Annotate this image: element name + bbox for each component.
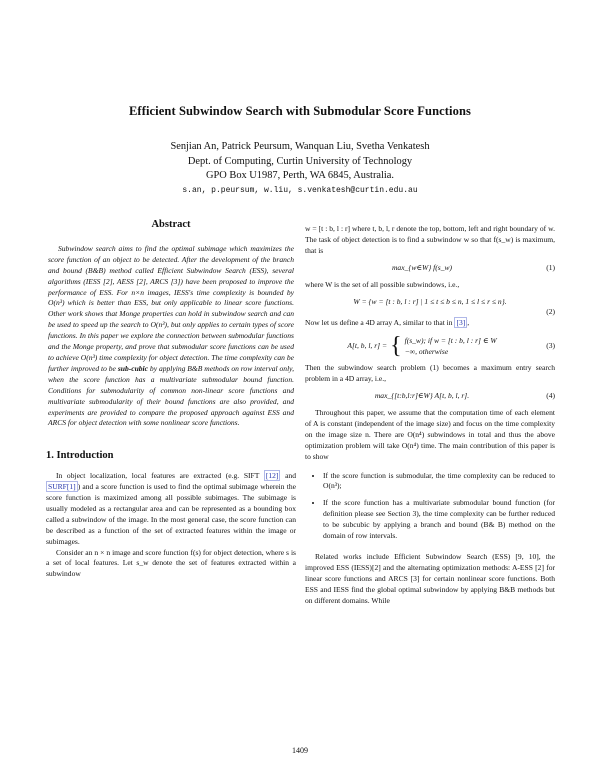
right-column xyxy=(305,224,555,606)
intro-p1-c: ) and a score function is used to find the optimal subimage wherein the score function is maximized among all possible subimages. The subimage is usually modeled as a rectangular area and can be represented as a bounding box called a subwindow of the image. In the most general case, the score function can be described as a function of the set of extracted features within the image or subimages. xyxy=(46,482,296,546)
equation-3-case-group xyxy=(347,333,497,360)
right-p3-a: Now let us define a 4D array A, similar to that in xyxy=(305,318,455,328)
intro-paragraph-1 xyxy=(46,471,296,547)
intro-p1-a: In object localization, local features are extracted (e.g. SIFT xyxy=(56,471,264,481)
equation-2: W = {w = [t : b, l : r] | 1 ≤ t ≤ b ≤ n, 1 ≤ l ≤ r ≤ n}. xyxy=(353,296,507,306)
contribution-item-2: • If the score function has a multivariate submodular bound function (for definition please see Section 3), the time complexity can be further reduced to be subcubic by applying a branch and bound (B& B) method on the domain of row intervals. xyxy=(323,498,555,542)
citation-link-3[interactable]: [3] xyxy=(456,318,466,328)
right-paragraph-3 xyxy=(305,318,555,329)
section-heading-introduction: 1. Introduction xyxy=(46,450,114,462)
equation-3-number: (3) xyxy=(546,340,555,350)
equation-3 xyxy=(305,333,555,360)
affiliation: Dept. of Computing, Curtin University of Technology xyxy=(187,155,413,167)
right-paragraph-1: w = [t : b, l : r] where t, b, l, r denote the top, bottom, left and right boundary of w. The task of object detection is to find a subwindow w so that f(s_w) is maximum, that is xyxy=(305,224,555,255)
equation-4-body: max_{[t:b,l:r]∈W} A[t, b, l, r]. xyxy=(374,391,470,401)
intro-p1-b: and xyxy=(280,471,296,481)
equation-4 xyxy=(305,391,555,402)
contribution-item-1: • If the score function is submodular, the time complexity can be reduced to O(n³); xyxy=(323,471,555,493)
equation-3-cases xyxy=(405,335,497,357)
right-p3-b: , xyxy=(467,318,470,328)
equation-3-body xyxy=(305,333,539,360)
citation-link-surf[interactable]: SURF[1] xyxy=(48,482,76,492)
intro-paragraph-2: Consider an n × n image and score function f(s) for object detection, where s is a set of local features. Let s_w denote the set of features extracted within a subwindow xyxy=(46,547,296,579)
right-paragraph-2: where W is the set of all possible subwindows, i.e., xyxy=(305,279,460,289)
equation-3-lhs: A[t, b, l, r] = xyxy=(347,340,388,350)
abstract-bold: sub-cubic xyxy=(117,363,149,373)
citation-link-12[interactable]: [12] xyxy=(265,471,279,481)
equation-1 xyxy=(305,263,555,274)
right-paragraph-4: Then the subwindow search problem (1) becomes a maximum entry search problem in a 4D array, i.e., xyxy=(305,363,555,384)
equation-3-case-2: −∞, otherwise xyxy=(404,347,449,357)
equation-1-number: (1) xyxy=(546,262,555,272)
abstract-text xyxy=(46,244,296,429)
abstract-heading: Abstract xyxy=(151,219,191,230)
equation-1-body: max_{w∈W} f(s_w) xyxy=(391,262,453,272)
right-paragraph-6: Related works include Efficient Subwindow Search (ESS) [9, 10], the improved ESS (IESS)[2] and the alternating optimization methods: A-ESS [2] for linear score functions and ARCS [3] for certain nonlinear score functions. Both ESS and IESS find the global optimal subwindow by applying B&B methods but on different domains. While xyxy=(305,551,555,605)
brace-glyph: { xyxy=(390,333,402,360)
equation-4-number: (4) xyxy=(546,391,555,401)
address: GPO Box U1987, Perth, WA 6845, Australia. xyxy=(206,170,394,181)
page-number: 1409 xyxy=(292,746,308,755)
abstract-part-2: by applying B&B methods on row interval only, when the score function has a multivariate submodular bound function. Conditions for submodularity of common non-linear score functions and multivariate submodularity of their bound functions are also provided, and experiments are provided to compare the proposed approach against ESS and ARCS for object detection with some nonlinear score functions. xyxy=(48,363,294,428)
abstract-part-1: Subwindow search aims to find the optimal subimage which maximizes the score function of an object to be detected. After the development of the branch and bound (B&B) method called Efficient Subwindow Search (ESS), several algorithms (IESS [2], AESS [2], ARCS [3]) have been proposed to improve the performance of ESS. For n×n images, IESS's time complexity is bounded by O(n³) which is better than ESS, but only applicable to linear score functions. Other work shows that Monge properties can hold in subwindow search and can be used to speed up the search to O(n³), but only applies to certain types of score functions. In this paper we explore the connection between submodular functions and the Monge property, and prove that submodular score functions can be used to achieve O(n³) time complexity for object detection. The time complexity can be further improved to be xyxy=(48,243,294,373)
right-paragraph-5: Throughout this paper, we assume that the computation time of each element of A is constant (independent of the image size) and focus on the time complexity on the image size n. There are O(n⁴) subwindows in total and thus the above optimization problem will take O(n⁴) time. The main contribution of this paper is to show xyxy=(305,407,555,461)
left-column xyxy=(46,220,296,580)
paper-title: Efficient Subwindow Search with Submodular Score Functions xyxy=(129,104,471,118)
contribution-list xyxy=(305,471,555,542)
emails: s.an, p.peursum, w.liu, s.venkatesh@curtin.edu.au xyxy=(182,185,418,195)
author-names: Senjian An, Patrick Peursum, Wanquan Liu, Svetha Venkatesh xyxy=(170,141,430,152)
equation-2-number: (2) xyxy=(546,307,555,317)
author-block xyxy=(100,140,500,198)
equation-3-case-1: f(s_w); if w = [t : b, l : r] ∈ W xyxy=(404,336,497,346)
